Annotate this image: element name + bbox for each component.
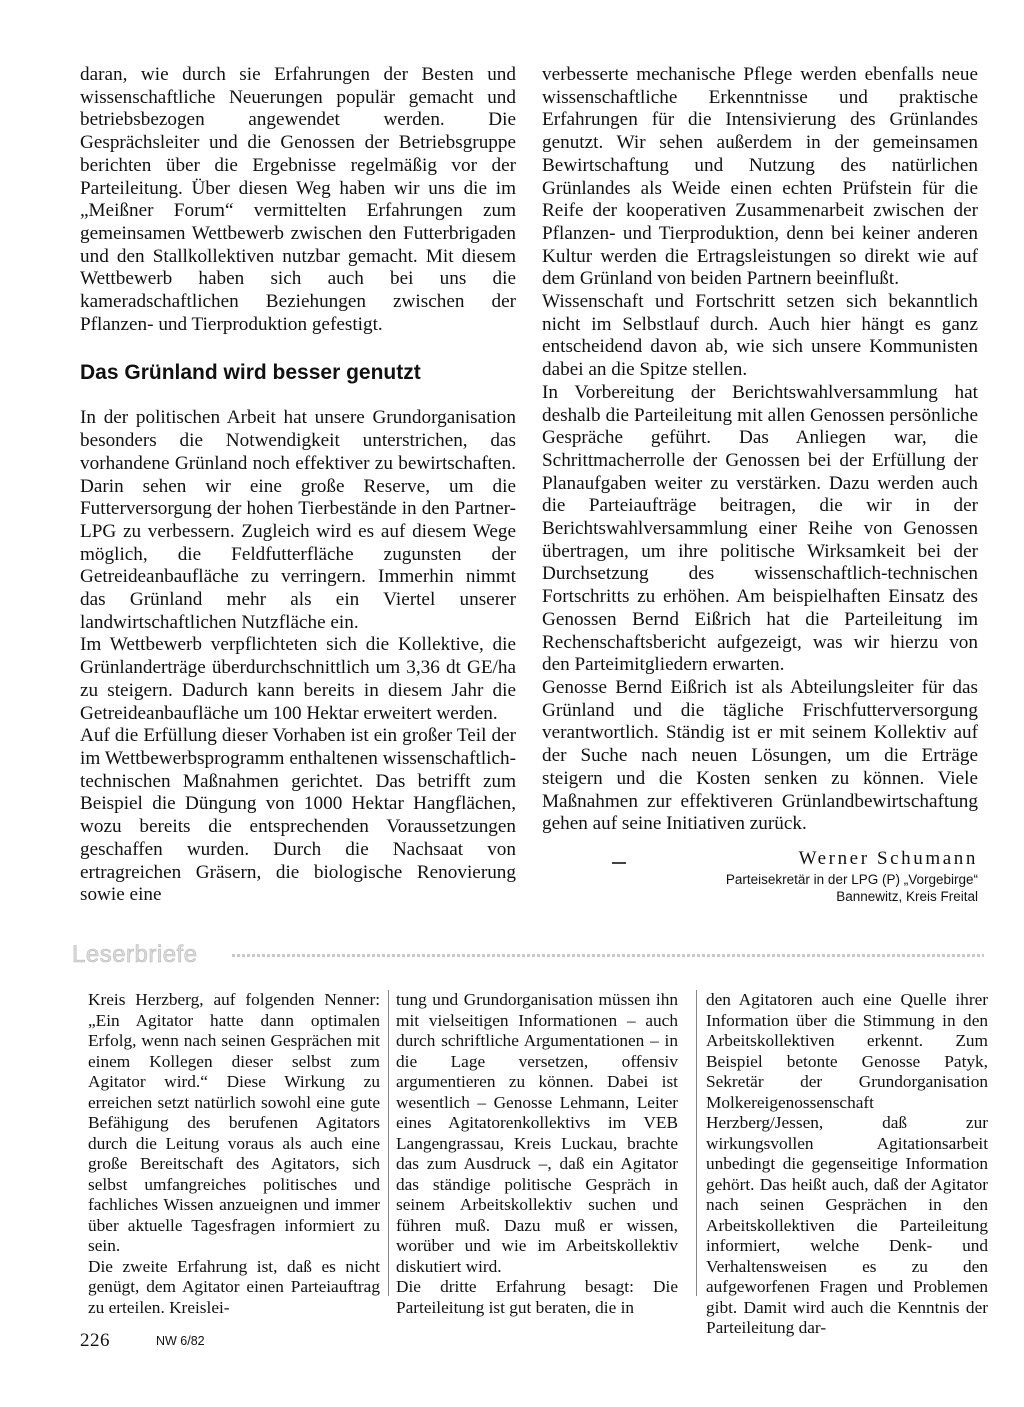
letters-column-2 — [396, 990, 678, 1318]
article-paragraph: daran, wie durch sie Erfahrungen der Besten und wissenschaftliche Neuerungen populär gemacht und betriebsbezogen angewendet werden. Die Gesprächsleiter und die Genossen der Betriebsgruppe berichten über die Ergebnisse regelmäßig vor der Parteileitung. Über diesen Weg haben wir uns die im „Meißner Forum“ vermittelten Erfahrungen zum gemeinsamen Wettbewerb zwischen den Futterbrigaden und den Stallkollektiven nutzbar gemacht. Mit diesem Wettbewerb haben sich auch bei uns die kameradschaftlichen Beziehungen zwischen der Pflanzen- und Tierproduktion gefestigt. — [80, 64, 516, 335]
author-location: Bannewitz, Kreis Freital — [836, 888, 978, 904]
article-column-left — [80, 64, 516, 907]
page-number: 226 — [80, 1330, 110, 1351]
article-paragraph: verbesserte mechanische Pflege werden ebenfalls neue wissenschaftliche Erkenntnisse und praktische Erfahrungen für die Intensivierung des Grünlandes genutzt. Wir sehen außerdem in der gemeinsamen Bewirtschaftung und Nutzung des natürlichen Grünlandes als Weide einen echten Prüfstein für die Reife der kooperativen Zusammenarbeit zwischen der Pflanzen- und Tierproduktion, denn bei keiner anderen Kultur werden die Ertragsleistungen so direkt wie auf dem Grünland von beiden Partnern beeinflußt. — [542, 64, 978, 290]
article-paragraph: Wissenschaft und Fortschritt setzen sich bekanntlich nicht im Selbstlauf durch. Auch hier hängt es ganz entscheidend davon ab, wie sich unsere Kommunisten dabei an die Spitze stellen. — [542, 291, 978, 381]
article-paragraph: Auf die Erfüllung dieser Vorhaben ist ein großer Teil der im Wettbewerbsprogramm enthaltenen wissenschaftlich-technischen Maßnahmen gerichtet. Das betrifft zum Beispiel die Düngung von 1000 Hektar Hangflächen, wozu bereits die entsprechenden Voraussetzungen geschaffen wurden. Durch die Nachsaat von ertragreichen Gräsern, die biologische Renovierung sowie eine — [80, 725, 516, 906]
article-column-right — [542, 64, 978, 905]
letters-title: Leserbriefe — [72, 941, 198, 968]
letters-paragraph: Kreis Herzberg, auf folgenden Nenner: „Ein Agitator hatte dann optimalen Erfolg, wenn nach seinen Gesprächen mit einem Kollegen dieser selbst zum Agitator wird.“ Diese Wirkung zu erreichen setzt natürlich sowohl eine gute Befähigung des berufenen Agitators durch die Leitung voraus als auch eine große Bereitschaft des Agitators, sich selbst umfangreiches politisches und fachliches Wissen anzueignen und immer über aktuelle Tagesfragen informiert zu sein. — [88, 990, 380, 1255]
letters-paragraph: den Agitatoren auch eine Quelle ihrer Information über die Stimmung in den Arbeitskollektiven erkennt. Zum Beispiel betonte Genosse Patyk, Sekretär der Grundorganisation Molkereigenossenschaft Herzberg/Jessen, daß zur wirkungsvollen Agitationsarbeit unbedingt die gegenseitige Information gehört. Das heißt auch, daß der Agitator nach seinen Gesprächen in den Arbeitskollektiven die Parteileitung informiert, welche Denk- und Verhaltensweisen es zu den aufgeworfenen Fragen und Problemen gibt. Damit wird auch die Kenntnis der Parteileitung dar- — [706, 990, 988, 1337]
column-divider — [696, 990, 697, 1296]
column-divider — [388, 990, 389, 1296]
letters-header-rule — [232, 954, 984, 957]
article-paragraph: In Vorbereitung der Berichtswahlversammlung hat deshalb die Parteileitung mit allen Genossen persönliche Gespräche geführt. Das Anliegen war, die Schrittmacherrolle der Genossen bei der Erfüllung der Planaufgaben weiter zu verstärken. Dazu werden auch die Parteiaufträge beitragen, die wir in der Berichtswahlversammlung einer Reihe von Genossen übertragen, um ihre politische Wirksamkeit bei der Durchsetzung des wissenschaftlich-technischen Fortschritts zu erhöhen. Am beispielhaften Einsatz des Genossen Bernd Eißrich hat die Parteileitung im Rechenschaftsbericht aufgezeigt, was wir hierzu von den Parteimitgliedern erwarten. — [542, 381, 978, 676]
signature-dash — [612, 862, 626, 864]
letters-paragraph: Die dritte Erfahrung besagt: Die Parteileitung ist gut beraten, die in — [396, 1277, 678, 1317]
author-affiliation: Parteisekretär in der LPG (P) „Vorgebirge“ — [725, 871, 978, 887]
article-paragraph: In der politischen Arbeit hat unsere Grundorganisation besonders die Notwendigkeit unterstrichen, das vorhandene Grünland noch effektiver zu bewirtschaften. Darin sehen wir eine große Reserve, um die Futterversorgung der hohen Tierbestände in den Partner-LPG zu verbessern. Zugleich wird es auf diesem Wege möglich, die Feldfutterfläche zugunsten der Getreideanbaufläche zu verringern. Immerhin nimmt das Grünland mehr als ein Viertel unserer landwirtschaftlichen Nutzfläche ein. — [80, 407, 516, 633]
author-name: Werner Schumann — [798, 847, 978, 869]
letters-paragraph: tung und Grundorganisation müssen ihn mit vielseitigen Informationen – auch durch schriftliche Argumentationen – in die Lage versetzen, offensiv argumentieren zu können. Dabei ist wesentlich – Genosse Lehmann, Leiter eines Agitatorenkollektivs im VEB Langengrassau, Kreis Luckau, brachte das zum Ausdruck –, daß ein Agitator das ständige politische Gespräch in seinem Arbeitskollektiv suchen und führen muß. Dazu muß er wissen, worüber und wie im Arbeitskollektiv diskutiert wird. — [396, 990, 678, 1276]
article-paragraph: Im Wettbewerb verpflichteten sich die Kollektive, die Grünlanderträge überdurchschnittlich um 3,36 dt GE/ha zu steigern. Dadurch kann bereits in diesem Jahr die Getreideanbaufläche um 100 Hektar erweitert werden. — [80, 634, 516, 724]
letters-paragraph: Die zweite Erfahrung ist, daß es nicht genügt, dem Agitator einen Parteiauftrag zu erteilen. Kreislei- — [88, 1256, 380, 1317]
letters-section-header — [72, 938, 984, 972]
letters-column-3 — [706, 990, 988, 1339]
issue-reference: NW 6/82 — [156, 1334, 205, 1348]
article-paragraph: Genosse Bernd Eißrich ist als Abteilungsleiter für das Grünland und die tägliche Frischfutterversorgung verantwortlich. Ständig ist er mit seinem Kollektiv auf der Suche nach neuen Lösungen, um die Erträge steigern und die Kosten senken zu können. Viele Maßnahmen zur effektiveren Grünlandbewirtschaftung gehen auf seine Initiativen zurück. — [542, 676, 978, 835]
section-heading: Das Grünland wird besser genutzt — [80, 361, 421, 385]
letters-column-1 — [88, 990, 380, 1318]
